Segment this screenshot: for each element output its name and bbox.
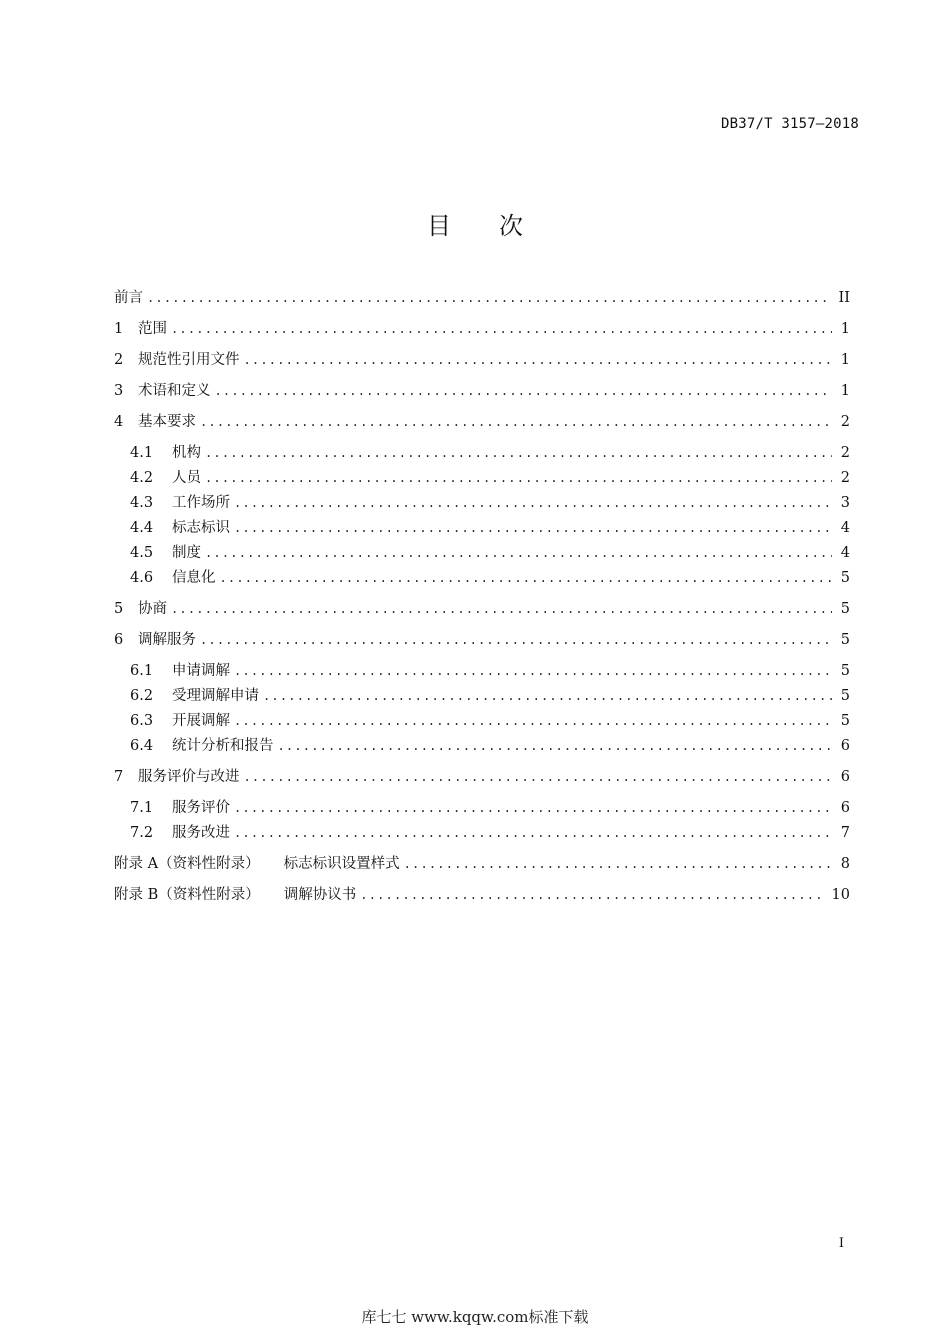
toc-entry-page: 1 xyxy=(840,383,850,399)
toc-entry-label: 统计分析和报告 xyxy=(172,738,274,754)
toc-entry-page: 5 xyxy=(840,632,850,648)
dot-leader xyxy=(244,345,833,376)
appendix-prefix: 附录 A（资料性附录） xyxy=(114,856,260,872)
document-code: DB37/T 3157—2018 xyxy=(720,116,859,132)
table-of-contents xyxy=(114,283,850,911)
toc-entry-number: 6.1 xyxy=(130,663,154,679)
toc-entry-number: 7.1 xyxy=(130,800,154,816)
footer-watermark: 库七七 www.kqqw.com标准下载 xyxy=(361,1308,589,1326)
dot-leader xyxy=(205,441,832,466)
toc-entry-label: 信息化 xyxy=(172,570,216,586)
toc-entry-number: 6.2 xyxy=(130,688,154,704)
toc-entry-page: 2 xyxy=(840,414,850,430)
toc-entry-page: 5 xyxy=(840,570,850,586)
toc-entry-label: 规范性引用文件 xyxy=(138,352,240,368)
toc-entry-4-2[interactable] xyxy=(114,466,850,491)
dot-leader xyxy=(171,594,832,625)
toc-entry-4-3[interactable] xyxy=(114,491,850,516)
toc-entry-page: 7 xyxy=(840,825,850,841)
toc-entry-number: 4.5 xyxy=(130,545,154,561)
toc-entry-label: 标志标识 xyxy=(172,520,230,536)
dot-leader xyxy=(263,684,832,709)
page-number: I xyxy=(838,1236,844,1251)
toc-entry-label: 受理调解申请 xyxy=(172,688,259,704)
dot-leader xyxy=(205,466,832,491)
toc-entry-4-4[interactable] xyxy=(114,516,850,541)
toc-entry-6-1[interactable] xyxy=(114,659,850,684)
toc-entry-label: 协商 xyxy=(138,601,167,617)
toc-entry-label: 服务改进 xyxy=(172,825,230,841)
toc-entry-7-1[interactable] xyxy=(114,796,850,821)
toc-entry-page: 4 xyxy=(840,545,850,561)
dot-leader xyxy=(244,762,833,793)
toc-entry-label: 调解服务 xyxy=(138,632,196,648)
dot-leader xyxy=(234,516,832,541)
toc-entry-label: 工作场所 xyxy=(172,495,230,511)
toc-entry-page: 8 xyxy=(840,856,850,872)
dot-leader xyxy=(234,796,832,821)
toc-entry-label: 申请调解 xyxy=(172,663,230,679)
toc-entry-page: 6 xyxy=(840,769,850,785)
toc-entry-3[interactable] xyxy=(114,376,850,407)
toc-entry-page: II xyxy=(838,290,850,306)
toc-entry-4-1[interactable] xyxy=(114,441,850,466)
toc-entry-number: 4.6 xyxy=(130,570,154,586)
toc-entry-4[interactable] xyxy=(114,407,850,438)
toc-entry-1[interactable] xyxy=(114,314,850,345)
toc-entry-page: 6 xyxy=(840,800,850,816)
toc-entry-label: 人员 xyxy=(172,470,201,486)
toc-entry-label: 制度 xyxy=(172,545,201,561)
toc-entry-page: 5 xyxy=(840,688,850,704)
dot-leader xyxy=(171,314,832,345)
dot-leader xyxy=(220,566,833,591)
toc-entry-label: 基本要求 xyxy=(138,414,196,430)
toc-entry-7[interactable] xyxy=(114,762,850,793)
toc-entry-appendix-b[interactable] xyxy=(114,880,850,911)
toc-entry-page: 6 xyxy=(840,738,850,754)
toc-entry-page: 2 xyxy=(840,470,850,486)
toc-entry-label: 标志标识设置样式 xyxy=(283,856,400,872)
toc-entry-6[interactable] xyxy=(114,625,850,656)
toc-entry-5[interactable] xyxy=(114,594,850,625)
toc-entry-number: 4.2 xyxy=(130,470,154,486)
dot-leader xyxy=(360,880,825,911)
toc-entry-2[interactable] xyxy=(114,345,850,376)
dot-leader xyxy=(147,283,832,314)
toc-entry-number: 3 xyxy=(114,383,124,399)
dot-leader xyxy=(234,709,832,734)
dot-leader xyxy=(200,407,832,438)
toc-entry-page: 3 xyxy=(840,495,850,511)
dot-leader xyxy=(234,491,832,516)
toc-entry-label: 机构 xyxy=(172,445,201,461)
toc-entry-page: 1 xyxy=(840,321,850,337)
toc-entry-page: 4 xyxy=(840,520,850,536)
dot-leader xyxy=(404,849,832,880)
toc-entry-label: 范围 xyxy=(138,321,167,337)
toc-entry-page: 5 xyxy=(840,663,850,679)
toc-entry-page: 1 xyxy=(840,352,850,368)
toc-entry-number: 4.4 xyxy=(130,520,154,536)
toc-entry-label: 术语和定义 xyxy=(138,383,211,399)
toc-entry-4-6[interactable] xyxy=(114,566,850,591)
toc-entry-number: 7.2 xyxy=(130,825,154,841)
page-title: 目次 xyxy=(427,212,571,240)
dot-leader xyxy=(234,659,832,684)
appendix-prefix: 附录 B（资料性附录） xyxy=(114,887,260,903)
toc-entry-preface[interactable] xyxy=(114,283,850,314)
toc-entry-label: 调解协议书 xyxy=(283,887,357,903)
toc-entry-number: 4.1 xyxy=(130,445,154,461)
toc-entry-number: 6.3 xyxy=(130,713,154,729)
toc-entry-page: 5 xyxy=(840,601,850,617)
toc-entry-page: 5 xyxy=(840,713,850,729)
toc-entry-number: 5 xyxy=(114,601,124,617)
toc-entry-number: 1 xyxy=(114,321,124,337)
dot-leader xyxy=(200,625,832,656)
toc-entry-4-5[interactable] xyxy=(114,541,850,566)
toc-entry-appendix-a[interactable] xyxy=(114,849,850,880)
dot-leader xyxy=(278,734,833,759)
toc-entry-page: 10 xyxy=(831,887,850,903)
toc-entry-label: 开展调解 xyxy=(172,713,230,729)
toc-entry-number: 6 xyxy=(114,632,124,648)
dot-leader xyxy=(234,821,832,846)
toc-entry-number: 6.4 xyxy=(130,738,154,754)
toc-entry-number: 2 xyxy=(114,352,124,368)
toc-entry-6-3[interactable] xyxy=(114,709,850,734)
toc-entry-label: 服务评价 xyxy=(172,800,230,816)
toc-entry-6-4[interactable] xyxy=(114,734,850,759)
toc-entry-label: 服务评价与改进 xyxy=(138,769,240,785)
toc-entry-6-2[interactable] xyxy=(114,684,850,709)
dot-leader xyxy=(215,376,833,407)
toc-entry-number: 7 xyxy=(114,769,124,785)
toc-entry-7-2[interactable] xyxy=(114,821,850,846)
toc-entry-label: 前言 xyxy=(114,290,143,306)
toc-entry-number: 4 xyxy=(114,414,124,430)
toc-entry-page: 2 xyxy=(840,445,850,461)
toc-entry-number: 4.3 xyxy=(130,495,154,511)
dot-leader xyxy=(205,541,832,566)
